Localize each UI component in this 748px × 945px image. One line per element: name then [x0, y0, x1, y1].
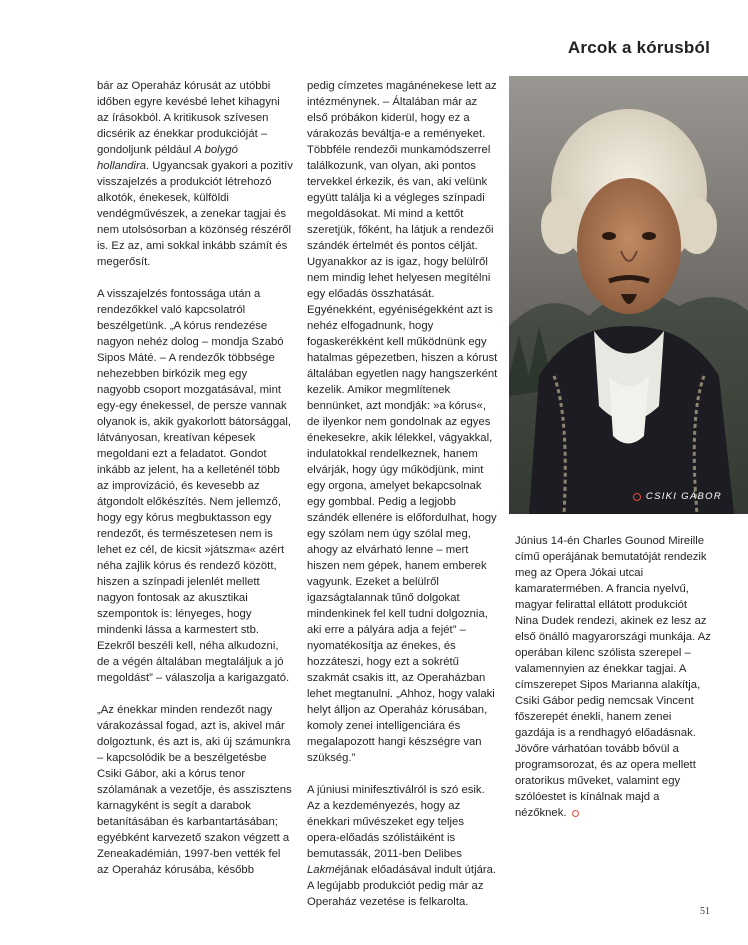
paragraph-text: bár az Operaház kórusát az utóbbi időben egyre kevésbé lehet kihagyni az írásokból. A kritikusok szívesen dicsérik az énekkar produkcióját – gondoljunk például: [97, 80, 280, 156]
section-title: Arcok a kórusból: [567, 38, 710, 57]
paragraph: [307, 782, 499, 910]
text-column-2: [307, 78, 499, 926]
page-number: 51: [700, 906, 710, 917]
paragraph: [97, 78, 293, 270]
paragraph-text: jának előadásával indult útjára. A legújabb produkciót pedig már az Operaház vezetése is felkarolta.: [307, 864, 497, 908]
end-mark-icon: [572, 810, 579, 817]
paragraph-text: Június 14-én Charles Gounod Mireille című operájának bemutatóját rendezik meg az Opera Jókai utcai kamaratermében. A francia nyelvű, magyar felirattal ellátott produkciót Nina Dudek rendezi, akinek ez lesz az első önálló magyarországi munkája. Az operában kilenc szólista szerepel – valamennyien az énekkar tagjai. A címszerepet Sipos Marianna alakítja, Csiki Gábor pedig nemcsak Vincent főszerepét énekli, hanem zenei gazdája is a rendhagyó előadásnak. Jövőre várhatóan tovább bővül a programsorozat, és az opera mellett oratorikus műveket, valamint egy szólóestet is kínálnak majd a nézőknek.: [515, 535, 711, 819]
text-column-1: [97, 78, 293, 894]
paragraph: pedig címzetes magánénekese lett az intézménynek. – Általában már az első próbákon kiderül, hogy ez a várakozás beváltja-e a reményeket. Többféle rendezői munkamódszerrel találkozunk, van olyan, aki pontos tervekkel érkezik, és van, aki velünk együtt találja ki a végleges színpadi megoldásokat. Mi mind a kettőt szeretjük, főként, ha látjuk a rendezői szándék értelmét és pontos célját. Ugyanakkor az is igaz, hogy belülről nem mindig lehet helyesen megítélni egy előadás összhatását. Egyénekként, egyéniségekként azt is nehéz elfogadnunk, hogy fogaskerékként kell működnünk egy hatalmas gépezetben, hiszen a kórust általában egyetlen nagy hangszerként kezelik. Amikor megmlítenek bennünket, azt mondják: »a kórus«, de ilyenkor nem gondolnak az egyes énekesekre, akik lélekkel, vágyakkal, indulatokkal rendelkeznek, hanem elvárják, hogy úgy működjünk, mint egy orgona, amelyet bekapcsolnak egy gombbal. Pedig a legjobb szándék ellenére is előfordulhat, hogy egy szólam nem úgy szólal meg, ahogy az elvárható lenne – mert hiszen nem gépek, hanem emberek vagyunk. Ezeket a belülről igazságtalannak tűnő dolgokat mindenkinek fel kell tudni dolgoznia, aki erre a pályára adja a fejét” – nyomatékosítja az énekes, és hozzáteszi, hogy ezt a sokrétű szakmát csakis itt, az Operaházban lehet megtanulni. „Ahhoz, hogy valaki helyt álljon az Operaház kórusában, komoly zenei intelligenciára és megalapozott hangi készségre van szükség.”: [307, 80, 498, 764]
paragraph: [515, 533, 711, 821]
opera-title: Lakmé: [307, 864, 341, 876]
paragraph: A visszajelzés fontossága után a rendezőkkel való kapcsolatról beszélgetünk. „A kórus rendezése nagyon nehéz dolog – mondja Szabó Sipos Máté. – A rendezők többsége nehezebben birkózik meg egy nagyobb csoport mozgatásával, mint egy-egy énekessel, de persze vannak olyanok is, akik gyakorlott bátorsággal, látványosan, kreatívan képesek megoldani ezt a feladatot. Gondot inkább az jelent, ha a kelleténél több az improvizáció, és kevesebb az átgondolt előkészítés. Nem jellemző, hogy egy kórus megbuktasson egy rendezőt, és természetesen nem is lehet ez cél, de kicsit »játszma« azért néha zajlik kórus és rendező között, hiszen a színpadi jelenlét mellett nagyon fontosak az akusztikai szempontok is: lényeges, hogy mindenki lássa a karmestert stb. Ezekről beszéli kell, néha alkudozni, de a végén általában megtaláljuk a jó megoldást” – válaszolja a karigazgató.: [97, 288, 292, 684]
paragraph: „Az énekkar minden rendezőt nagy várakozással fogad, azt is, akivel már dolgoztunk, és azt is, aki új számunkra – kapcsolódik be a beszélgetésbe Csiki Gábor, aki a kórus tenor szólamának a vezetője, és asszisztens karnagyként is segít a darabok betanításában és karbantartásában; egyébként karvezető szakon végzett a Zeneakadémián, 1997-ben vették fel az Operaház kórusába, később: [97, 704, 292, 876]
opera-title: A bolygó hollandira: [97, 144, 238, 172]
text-column-3: [515, 533, 711, 837]
portrait-photo: [509, 76, 748, 514]
photo-caption: [633, 491, 722, 502]
bullet-icon: [633, 493, 641, 501]
paragraph-text: . Ugyancsak gyakori a pozitív visszajelzés a produkciót létrehozó alkotók, énekesek, külföldi vendégművészek, a zenekar tagjai és nem utolsósorban a közönség részéről is. Ez az, ami sokkal inkább számít és megerősít.: [97, 160, 293, 268]
caption-text: CSIKI GÁBOR: [645, 491, 722, 502]
paragraph-text: A júniusi minifesztiválról is szó esik. Az a kezdeményezés, hogy az énekkari művészeket egy teljes opera-előadás szólistáiként is bemutassák, 2011-ben Delibes: [307, 784, 485, 860]
